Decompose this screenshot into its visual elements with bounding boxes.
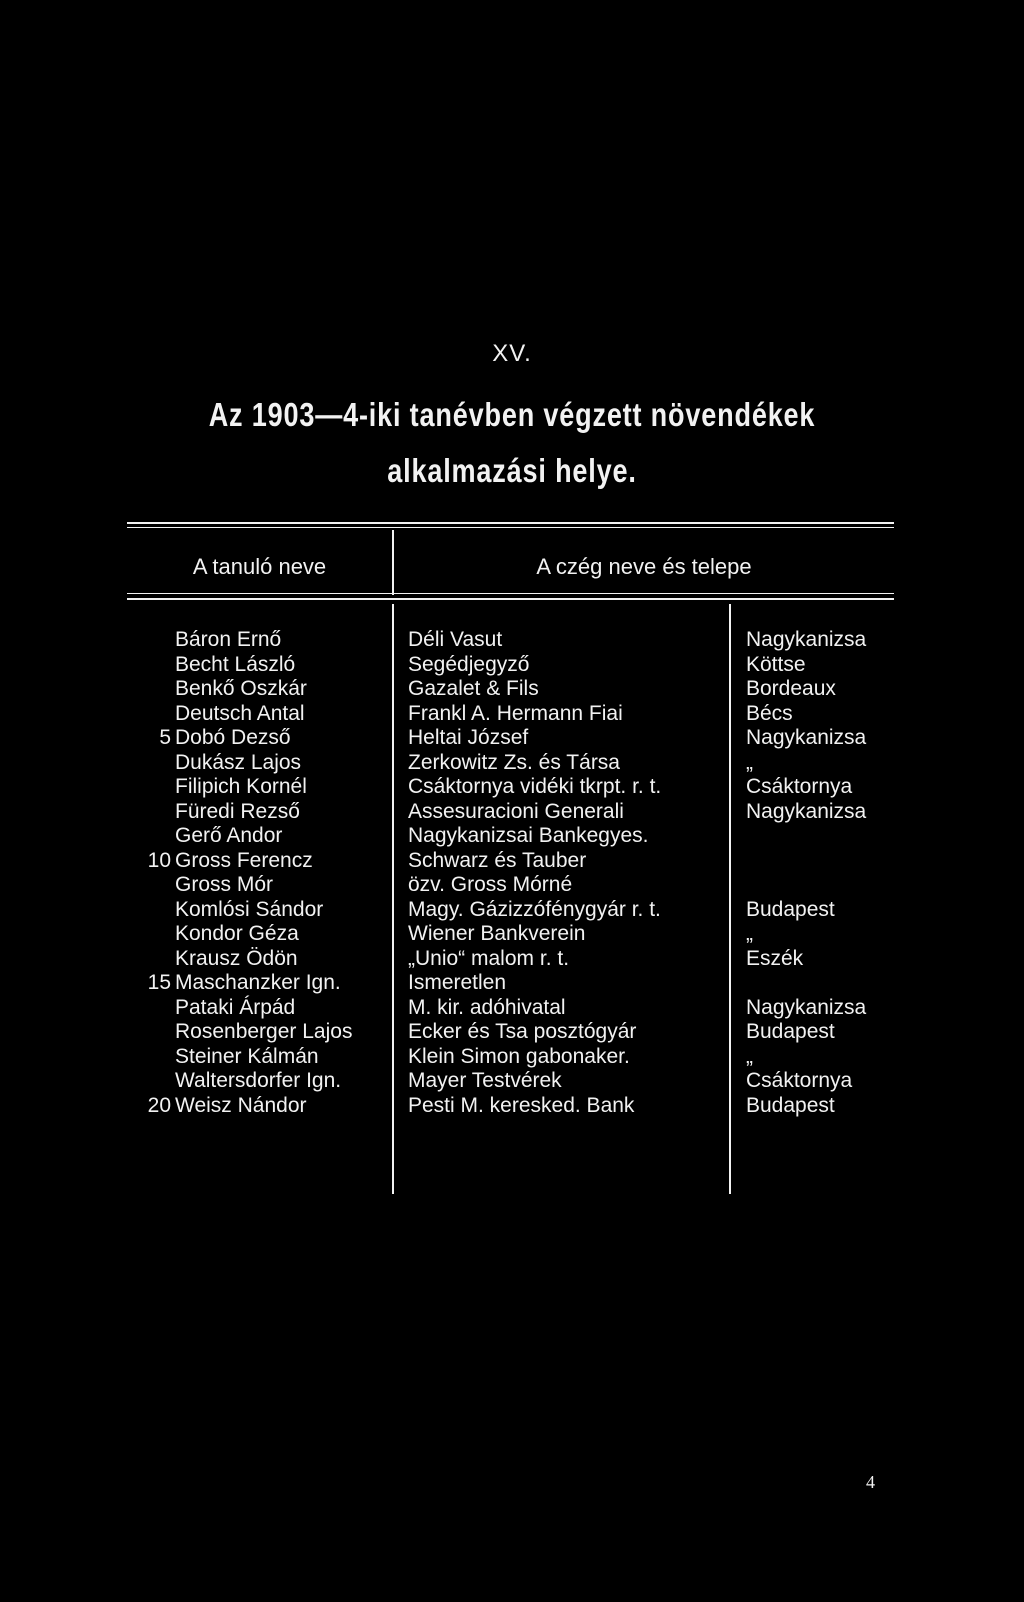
table-row-student	[127, 947, 372, 972]
student-name: Báron Ernő	[175, 628, 282, 651]
student-name: Filipich Kornél	[175, 775, 307, 798]
firm-name: Frankl A. Hermann Fiai	[408, 701, 623, 725]
header-firm: A czég neve és telepe	[536, 554, 752, 579]
firm-city: „	[746, 1044, 753, 1068]
firm-name: Segédjegyző	[408, 652, 530, 676]
firm-column	[408, 628, 728, 1118]
student-name: Benkő Oszkár	[175, 677, 307, 700]
header-student-name: A tanuló neve	[192, 554, 327, 579]
table-row-student	[127, 751, 372, 776]
firm-city: Eszék	[746, 946, 804, 970]
student-name: Steiner Kálmán	[175, 1044, 319, 1068]
table-row-student	[127, 628, 372, 653]
firm-name: Schwarz és Tauber	[408, 848, 587, 872]
table-row-student	[127, 898, 372, 923]
table-row-student	[127, 922, 372, 947]
student-name: Dobó Dezső	[175, 726, 291, 749]
table-row-student	[127, 849, 372, 874]
firm-name: Gazalet & Fils	[408, 677, 539, 700]
row-number: 5	[159, 726, 171, 749]
firm-city: Budapest	[746, 897, 835, 921]
column-divider-1	[392, 604, 394, 1194]
firm-city: „	[746, 922, 753, 945]
table-row-student	[127, 726, 372, 751]
student-name: Pataki Árpád	[175, 995, 296, 1019]
firm-name: Ecker és Tsa posztógyár	[408, 1020, 637, 1043]
firm-city: Bécs	[746, 701, 793, 725]
student-name: Gross Ferencz	[175, 848, 313, 872]
page-numeral: XV.	[492, 340, 532, 367]
page-title-line-2: alkalmazási helye.	[387, 452, 637, 489]
table-row-student	[127, 677, 372, 702]
firm-name: M. kir. adóhivatal	[408, 995, 566, 1019]
firm-name: Mayer Testvérek	[408, 1069, 562, 1092]
student-name: Krausz Ödön	[175, 946, 298, 970]
firm-name: Ismeretlen	[408, 971, 507, 994]
page-number: 4	[866, 1472, 875, 1492]
firm-name: Csáktornya vidéki tkrpt. r. t.	[408, 775, 662, 798]
student-name: Komlósi Sándor	[175, 897, 324, 921]
firm-city: Csáktornya	[746, 1069, 853, 1092]
firm-name: Klein Simon gabonaker.	[408, 1044, 630, 1068]
student-name: Dukász Lajos	[175, 750, 302, 774]
firm-city: Nagykanizsa	[746, 628, 867, 651]
firm-name: Pesti M. keresked. Bank	[408, 1093, 635, 1117]
table-row-student	[127, 996, 372, 1021]
firm-city: Nagykanizsa	[746, 799, 867, 823]
table-row-student	[127, 971, 372, 996]
student-name: Maschanzker Ign.	[175, 971, 341, 994]
firm-name: Zerkowitz Zs. és Társa	[408, 750, 620, 774]
student-name: Gerő Andor	[175, 824, 283, 847]
firm-city: Budapest	[746, 1020, 835, 1043]
firm-city: Budapest	[746, 1093, 835, 1117]
table-row-student	[127, 800, 372, 825]
firm-city	[746, 824, 896, 849]
firm-name: „Unio“ malom r. t.	[408, 946, 570, 970]
firm-name: Wiener Bankverein	[408, 922, 586, 945]
firm-name: Magy. Gázizzófénygyár r. t.	[408, 897, 661, 921]
table-row-student	[127, 1045, 372, 1070]
firm-city: Köttse	[746, 652, 806, 676]
header-rule-inner	[127, 598, 894, 600]
table-row-student	[127, 1069, 372, 1094]
student-name: Gross Mór	[175, 873, 274, 896]
table-row-student	[127, 702, 372, 727]
firm-name: Heltai József	[408, 726, 529, 749]
row-number: 20	[147, 1093, 171, 1117]
firm-name: Nagykanizsai Bankegyes.	[408, 824, 649, 847]
column-divider-2	[729, 604, 731, 1194]
row-number: 15	[147, 971, 171, 994]
student-name: Rosenberger Lajos	[175, 1020, 353, 1043]
table-row-student	[127, 1094, 372, 1119]
firm-city: Nagykanizsa	[746, 995, 867, 1019]
table-row-student	[127, 653, 372, 678]
table-row-student	[127, 824, 372, 849]
student-name: Deutsch Antal	[175, 701, 305, 725]
firm-name: özv. Gross Mórné	[408, 873, 573, 896]
table-row-student	[127, 775, 372, 800]
header-rule	[127, 593, 894, 594]
student-name: Waltersdorfer Ign.	[175, 1069, 342, 1092]
firm-name: Déli Vasut	[408, 628, 503, 651]
student-name: Füredi Rezső	[175, 799, 300, 823]
student-name-column	[127, 628, 372, 1118]
row-number: 10	[147, 848, 171, 872]
top-rule	[127, 522, 894, 524]
firm-city: Bordeaux	[746, 677, 836, 700]
firm-city: „	[746, 750, 753, 774]
firm-city	[746, 849, 896, 874]
page-title-line-1: Az 1903—4-iki tanévben végzett növendékek	[208, 396, 816, 433]
firm-city	[746, 873, 896, 898]
table-row-student	[127, 873, 372, 898]
firm-city	[746, 971, 896, 996]
firm-name: Assesuracioni Generali	[408, 799, 624, 823]
firm-city: Csáktornya	[746, 775, 853, 798]
student-name: Becht László	[175, 652, 296, 676]
student-name: Kondor Géza	[175, 922, 299, 945]
student-name: Weisz Nándor	[175, 1093, 307, 1117]
table-row-student	[127, 1020, 372, 1045]
firm-city: Nagykanizsa	[746, 726, 867, 749]
city-column	[746, 628, 896, 1118]
top-rule-inner	[127, 527, 894, 528]
